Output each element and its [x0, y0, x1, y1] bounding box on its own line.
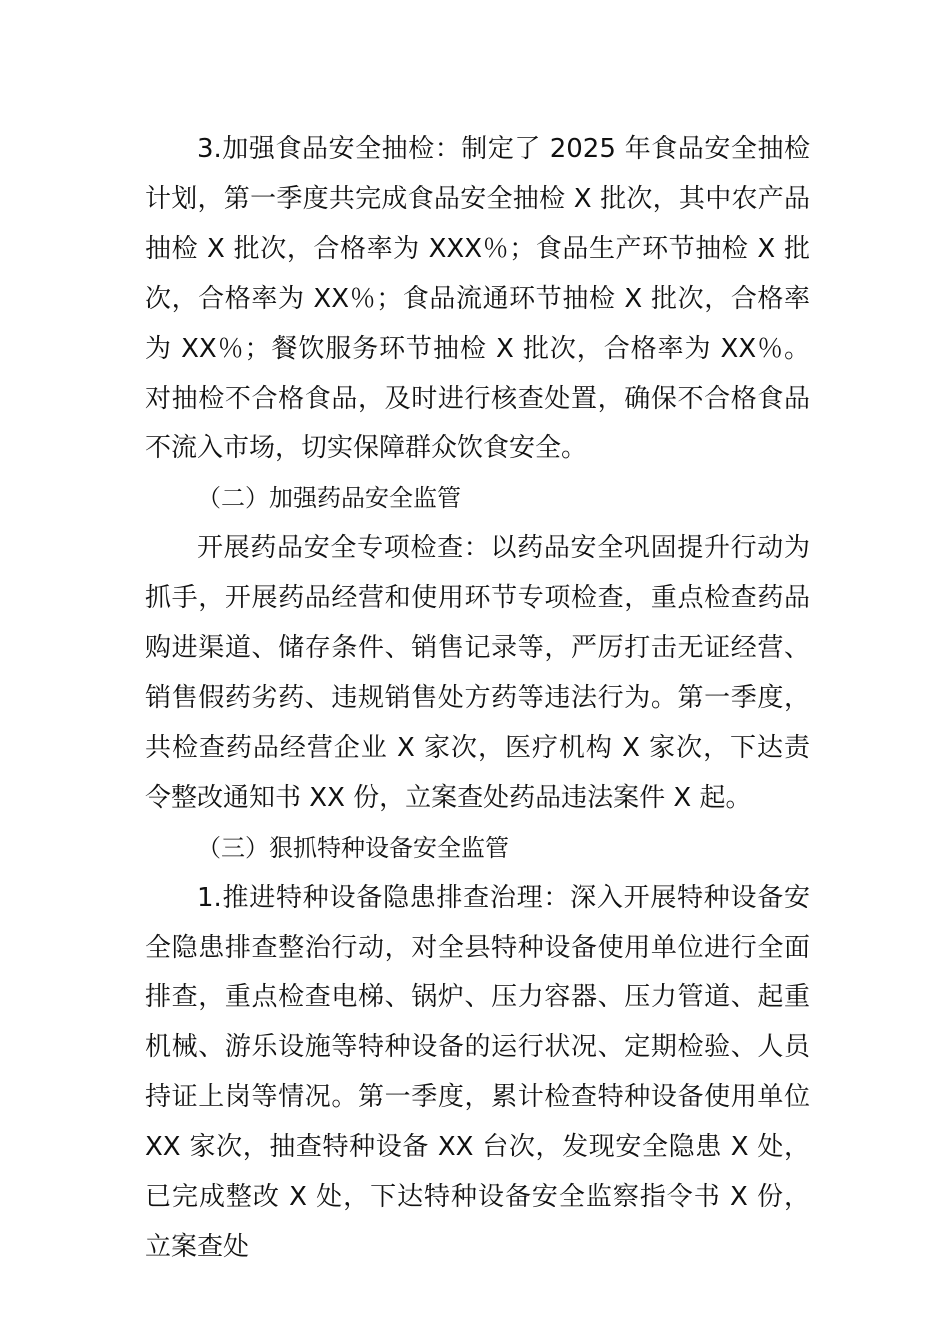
paragraph-drug-inspection: 开展药品安全专项检查：以药品安全巩固提升行动为抓手，开展药品经营和使用环节专项检查，重点检查药品购进渠道、储存条件、销售记录等，严厉打击无证经营、销售假药劣药、违规销售处方药等违法行为。第一季度，共检查药品经营企业 X 家次，医疗机构 X 家次，下达责令整改通知书 XX 份，立案查处药品违法案件 X 起。: [145, 533, 810, 813]
section-heading-drug-safety: （二）加强药品安全监管: [197, 484, 461, 513]
document-body: [145, 125, 810, 1273]
paragraph-equipment-hazard: 1.推进特种设备隐患排查治理：深入开展特种设备安全隐患排查整治行动，对全县特种设备使用单位进行全面排查，重点检查电梯、锅炉、压力容器、压力管道、起重机械、游乐设施等特种设备的运行状况、定期检验、人员持证上岗等情况。第一季度，累计检查特种设备使用单位 XX 家次，抽查特种设备 XX 台次，发现安全隐患 X 处，已完成整改 X 处，下达特种设备安全监察指令书 X 份，立案查处: [145, 882, 810, 1262]
paragraph-food-sampling: 3.加强食品安全抽检：制定了 2025 年食品安全抽检计划，第一季度共完成食品安全抽检 X 批次，其中农产品抽检 X 批次，合格率为 XXX％；食品生产环节抽检 X 批次，合格率为 XX％；食品流通环节抽检 X 批次，合格率为 XX％；餐饮服务环节抽检 X 批次，合格率为 XX％。对抽检不合格食品，及时进行核查处置，确保不合格食品不流入市场，切实保障群众饮食安全。: [145, 134, 810, 464]
section-heading-special-equipment: （三）狠抓特种设备安全监管: [197, 833, 509, 862]
